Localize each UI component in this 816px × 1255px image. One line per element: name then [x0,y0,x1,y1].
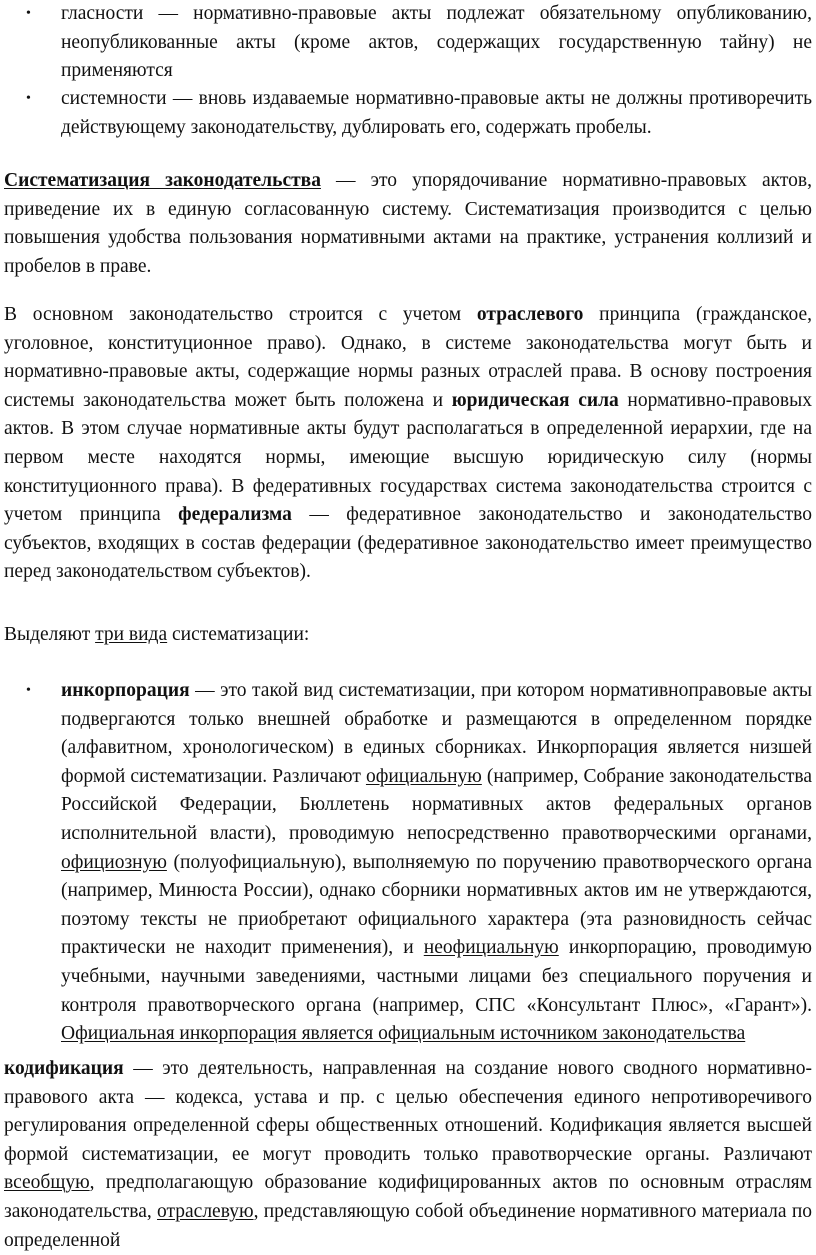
bullet-term: системности [61,88,167,109]
principles-text: принципа (гражданское, уголовное, конституционное право). Однако, в системе законодательства могут быть и нормативно-правовые акты, содержащие нормы разных отраслей права. В основу построения системы законодательства может быть положена и [4,304,812,411]
incorporation-official: официальную [365,765,482,787]
incorporation-text: (например, Собрание законодательства Российской Федерации, Бюллетень нормативных актов федеральных органов исполнительной власти), проводимую непосредственно правотворческими органами, [61,765,813,844]
codification-text: , представляющую собой объединение нормативного материала по определенной [4,1200,812,1251]
incorporation-official-source: Официальная инкорпорация является официальным источником законодательства [61,1023,746,1045]
incorporation-text: — это такой вид систематизации, при котором нормативноправовые акты подвергаются только внешней обработке и размещаются в определенном порядке (алфавитном, хронологическом) в единых сборниках. Инкорпорация является низшей формой систематизации. Различают [61,680,812,787]
bullet-icon: • [26,683,31,698]
codification-text: — это деятельность, направленная на создание нового сводного нормативно-правового акта — кодекса, устава и пр. с целью обеспечения единого непротиворечивого регулирования определенной сферы общественных отношений. Кодификация является высшей формой систематизации, ее могут проводить только правотворческие органы. Различают [4,1058,812,1165]
incorporation-semiofficial: официозную [61,851,167,873]
codification-text: , предполагающую образование кодифицированных актов по основным отраслям законодательства, [4,1172,812,1222]
bullet-icon: • [26,6,31,21]
kinds-count: три вида [95,624,168,645]
codification-term: кодификация [4,1058,124,1079]
incorporation-text: инкорпорацию, проводимую учебными, научными заведениями, частными лицами без специального поручения и контроля правотворческого органа (например, СПС «Консультант Плюс», «Гарант»). [61,937,812,1016]
codification-sectoral: отраслевую [157,1200,254,1222]
principles-text: В основном законодательство строится с учетом [4,304,477,325]
bullet-text: — нормативно-правовые акты подлежат обязательному опубликованию, неопубликованные акты (кроме актов, содержащих государственную тайну) не применяются [61,3,812,82]
principles-text: — федеративное законодательство и законодательство субъектов, входящих в состав федерации (федеративное законодательство имеет преимущество перед законодательством субъектов). [4,504,812,583]
systematization-text: — это упорядочивание нормативно-правовых актов, приведение их в единую согласованную систему. Систематизация производится с целью повышения удобства пользования нормативными актами на практике, устранения коллизий и пробелов в праве. [4,170,812,277]
systematization-term: Систематизация законодательства [4,170,321,191]
bullet-term: гласности [61,3,144,24]
systematization-paragraph [4,167,812,281]
bullet-item-systemness [61,85,812,142]
bullet-text: — вновь издаваемые нормативно-правовые акты не должны противоречить действующему законодательству, дублировать его, содержать пробелы. [61,88,812,138]
principle-federalism: федерализма [178,504,292,526]
incorporation-text: (полуофициальную), выполняемую по поручению правотворческого органа (например, Минюста России), однако сборники нормативных актов им не утверждаются, поэтому тексты не приобретают официального характера (эта разновидность сейчас практически не находит применения), и [61,851,812,959]
incorporation-item [61,677,812,1049]
kinds-text: систематизации: [167,624,310,645]
incorporation-unofficial: неофициальную [423,937,559,959]
incorporation-term: инкорпорация [61,680,190,701]
bullet-icon: • [26,91,31,106]
bullet-item-publicity [61,0,812,86]
principles-paragraph [4,301,812,587]
principle-sectoral: отраслевого [476,304,584,325]
principle-legal-force: юридическая сила [451,389,619,411]
codification-paragraph [4,1055,812,1255]
kinds-paragraph [4,621,812,650]
codification-general: всеобщую [4,1172,90,1194]
kinds-text: Выделяют [4,624,96,645]
principles-text: нормативно-правовых актов. В этом случае нормативные акты будут располагаться в определенной иерархии, где на первом месте находятся нормы, имеющие высшую юридическую силу (нормы конституционного права). В федеративных государствах система законодательства строится с учетом принципа [4,389,812,526]
